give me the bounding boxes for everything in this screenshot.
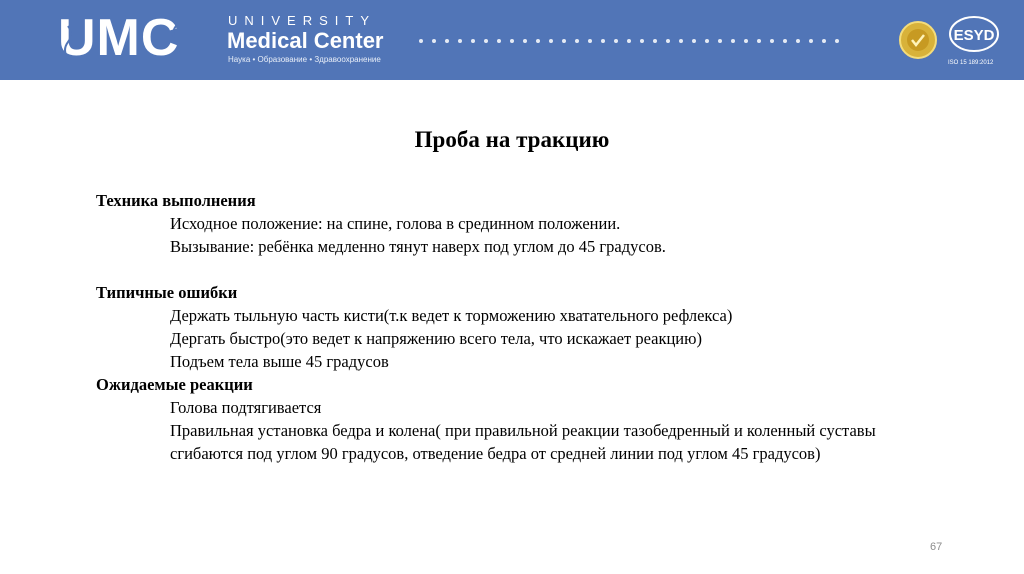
logo-medical-center: Medical Center [227, 28, 384, 53]
body-line: Правильная установка бедра и колена( при правильной реакции тазобедренный и коленный суставы [170, 421, 876, 440]
iso-label: ISO 15 189:2012 [948, 60, 994, 66]
logo-university: UNIVERSITY [228, 13, 377, 28]
body-line: Держать тыльную часть кисти(т.к ведет к торможению хватательного рефлекса) [170, 306, 733, 325]
body-line: Дергать быстро(это ведет к напряжению всего тела, что искажает реакцию) [170, 329, 702, 348]
body-line: Исходное положение: на спине, голова в срединном положении. [170, 214, 621, 233]
body-line: сгибаются под углом 90 градусов, отведение бедра от средней линии под углом 45 градусов) [170, 444, 821, 463]
logo-tagline: Наука • Образование • Здравоохранение [228, 55, 381, 64]
spacer [96, 258, 996, 281]
section-heading-errors: Типичные ошибки [96, 283, 238, 302]
dot-divider [418, 38, 848, 44]
page-number: 67 [930, 541, 943, 553]
header-bar [0, 0, 1024, 80]
svg-text:ESYD: ESYD [953, 27, 995, 44]
gold-seal-icon [898, 20, 938, 60]
body-line: Голова подтягивается [170, 398, 322, 417]
slide-body [96, 189, 996, 465]
body-line: Вызывание: ребёнка медленно тянут наверх под углом до 45 градусов. [170, 237, 666, 256]
section-heading-reactions: Ожидаемые реакции [96, 375, 253, 394]
body-line: Подъем тела выше 45 градусов [170, 352, 389, 371]
slide-title: Проба на тракцию [414, 127, 610, 152]
umc-logo-text: UMC [58, 9, 180, 67]
section-heading-technique: Техника выполнения [96, 191, 256, 210]
